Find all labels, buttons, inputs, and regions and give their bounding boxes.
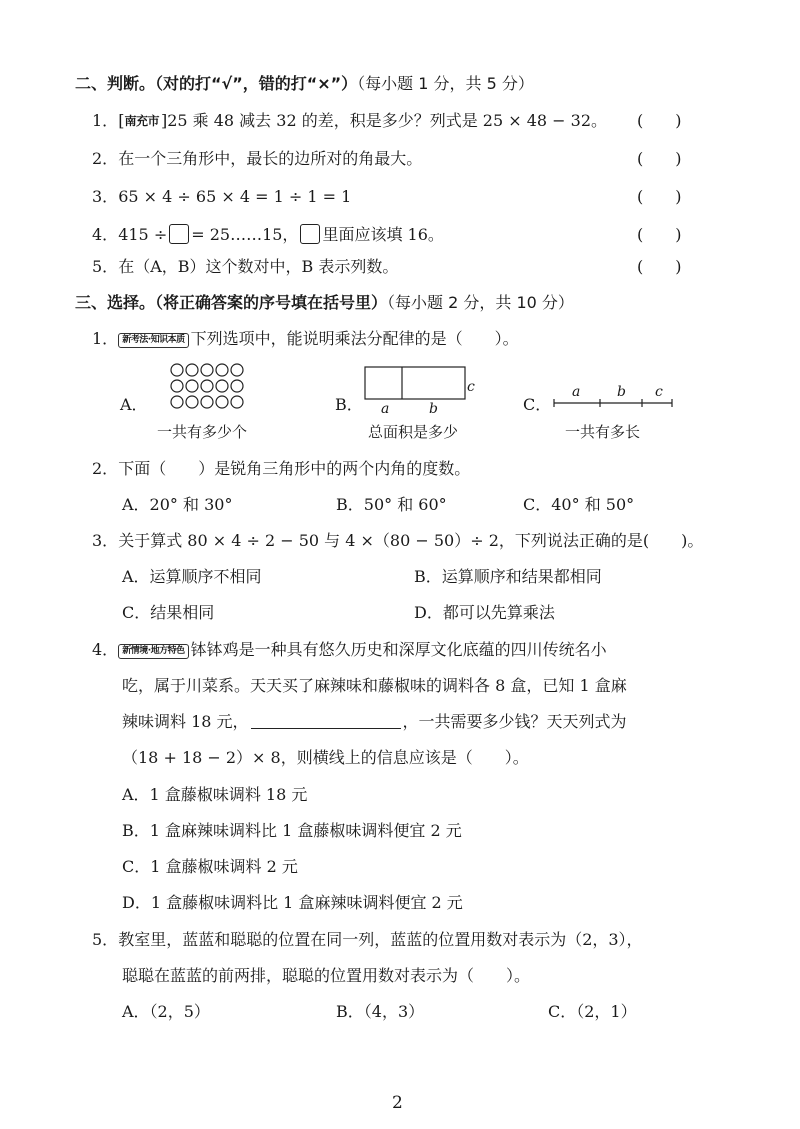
fill-blank-line — [251, 713, 401, 729]
page-number: 2 — [392, 1093, 403, 1113]
region-tag: 南充市 — [124, 114, 159, 128]
answer-paren-2[interactable]: ( ) — [637, 149, 682, 168]
section-2-title: 二、判断。（对的打“√”，错的打“×”）（每小题 1 分，共 5 分） — [75, 74, 534, 93]
answer-paren-1[interactable]: ( ) — [637, 111, 682, 130]
choice-question-3: 3．关于算式 80 × 4 ÷ 2 − 50 与 4 ×（80 − 50）÷ 2，下列说法正确的是( )。 — [92, 531, 704, 550]
judge-question-1: 1．[南充市 ]25 乘 48 减去 32 的差，积是多少？列式是 25 × 48 − 32。 — [92, 111, 608, 130]
q2-option-a[interactable]: A．20° 和 30° — [122, 495, 233, 514]
q2-option-c[interactable]: C．40° 和 50° — [523, 495, 635, 514]
answer-paren-4[interactable]: ( ) — [637, 225, 682, 244]
q4-option-a[interactable]: A．1 盒藤椒味调料 18 元 — [122, 785, 308, 804]
question-tag: 新情境·地方特色 — [118, 644, 188, 659]
choice-question-4: 4． 新情境·地方特色 钵钵鸡是一种具有悠久历史和深厚文化底蕴的四川传统名小 — [92, 640, 607, 659]
q3-option-b[interactable]: B．运算顺序和结果都相同 — [414, 567, 602, 586]
label-c: c — [467, 379, 475, 395]
judge-question-2: 2．在一个三角形中，最长的边所对的角最大。 — [92, 149, 423, 168]
section-3-title: 三、选择。（将正确答案的序号填在括号里）（每小题 2 分，共 10 分） — [75, 293, 574, 312]
q3-option-a[interactable]: A．运算顺序不相同 — [122, 567, 262, 586]
q4-option-b[interactable]: B．1 盒麻辣味调料比 1 盒藤椒味调料便宜 2 元 — [122, 821, 462, 840]
judge-question-5: 5．在（A，B）这个数对中，B 表示列数。 — [92, 257, 399, 276]
option-b-caption: 总面积是多少 — [368, 423, 459, 441]
q4-text-line-2: 吃，属于川菜系。天天买了麻辣味和藤椒味的调料各 8 盒，已知 1 盒麻 — [122, 676, 627, 695]
segment-label-b: b — [617, 384, 626, 400]
q3-option-d[interactable]: D．都可以先算乘法 — [414, 603, 555, 622]
judge-question-3: 3．65 × 4 ÷ 65 × 4 = 1 ÷ 1 = 1 — [92, 187, 352, 206]
q5-option-a[interactable]: A．（2，5） — [122, 1002, 210, 1021]
option-c-label[interactable]: C． — [523, 395, 552, 414]
judge-question-4: 4．415 ÷ = 25……15， 里面应该填 16。 — [92, 225, 444, 244]
option-c-caption: 一共有多长 — [565, 423, 641, 441]
choice-question-5: 5．教室里，蓝蓝和聪聪的位置在同一列，蓝蓝的位置用数对表示为（2，3）， — [92, 930, 643, 949]
label-b: b — [429, 401, 438, 417]
blank-box — [169, 224, 189, 244]
question-tag: 新考法·知识本质 — [118, 333, 188, 348]
label-a: a — [381, 401, 390, 417]
q4-option-d[interactable]: D．1 盒藤椒味调料比 1 盒麻辣味调料便宜 2 元 — [122, 893, 463, 912]
q4-text-line-3: 辣味调料 18 元， ，一共需要多少钱？天天列式为 — [122, 712, 627, 731]
q4-option-c[interactable]: C．1 盒藤椒味调料 2 元 — [122, 857, 298, 876]
option-b-label[interactable]: B． — [335, 395, 363, 414]
q3-option-c[interactable]: C．结果相同 — [122, 603, 215, 622]
circle-grid-figure — [170, 363, 255, 413]
segment-label-a: a — [572, 384, 581, 400]
option-a-label[interactable]: A． — [120, 395, 148, 414]
choice-question-2: 2．下面（ ）是锐角三角形中的两个内角的度数。 — [92, 459, 471, 478]
option-a-caption: 一共有多少个 — [157, 423, 248, 441]
q4-text-line-4: （18 + 18 − 2）× 8，则横线上的信息应该是（ ）。 — [122, 748, 529, 767]
q5-text-line-2: 聪聪在蓝蓝的前两排，聪聪的位置用数对表示为（ ）。 — [122, 966, 531, 985]
q2-option-b[interactable]: B．50° 和 60° — [336, 495, 447, 514]
answer-paren-3[interactable]: ( ) — [637, 187, 682, 206]
choice-question-1: 1． 新考法·知识本质 下列选项中，能说明乘法分配律的是（ ）。 — [92, 329, 519, 348]
segment-label-c: c — [655, 384, 663, 400]
answer-paren-5[interactable]: ( ) — [637, 257, 682, 276]
q5-option-c[interactable]: C．（2，1） — [548, 1002, 637, 1021]
blank-box — [300, 224, 320, 244]
q5-option-b[interactable]: B．（4，3） — [336, 1002, 425, 1021]
